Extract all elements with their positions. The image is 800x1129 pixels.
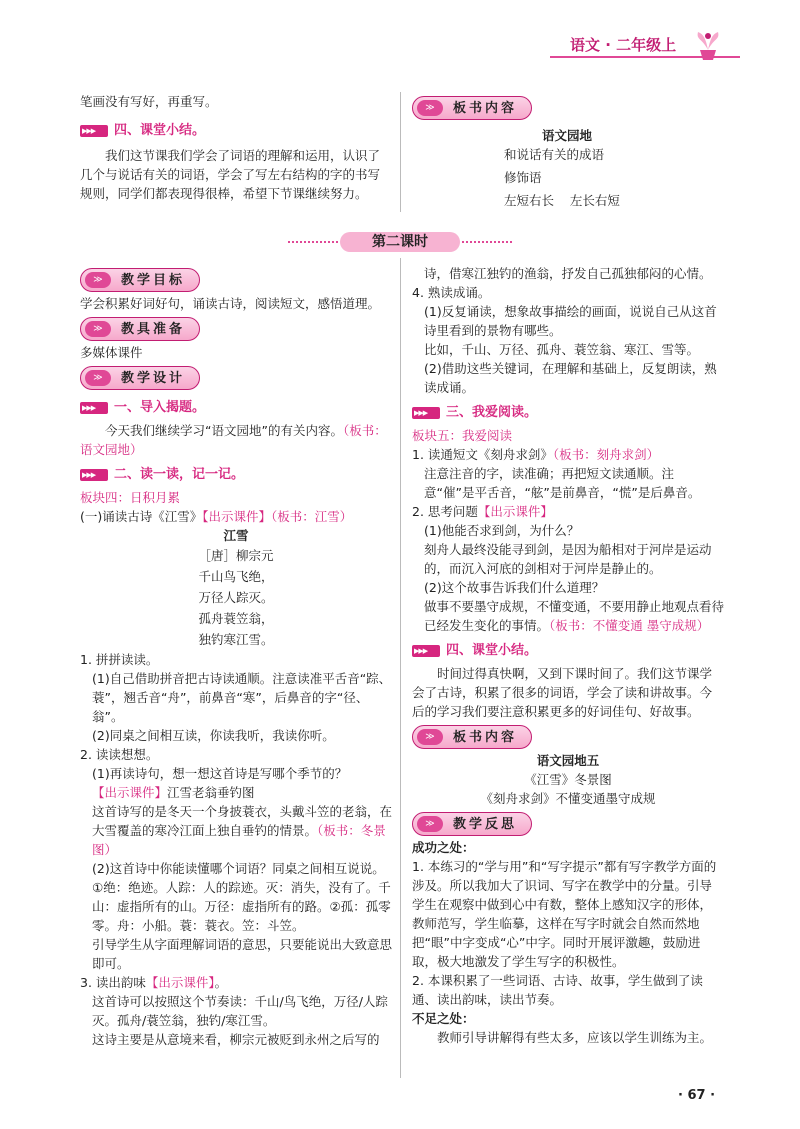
board-line: 和说话有关的成语 — [504, 147, 605, 162]
step-text: 这诗主要是从意境来看，柳宗元被贬到永州之后写的 — [92, 1032, 380, 1047]
step-text: 做事不要墨守成规，不懂变通，不要用静止地观点看待已经发生变化的事情。（板书：不懂变通 墨守成规） — [424, 599, 725, 633]
poem-title: 江雪 — [223, 528, 249, 543]
banner-board-content: ≫ 板书内容 — [412, 96, 532, 120]
section-heading: ▶▶▶ 四、课堂小结。 — [412, 641, 724, 660]
banner-teaching-tools: ≫ 教具准备 — [80, 317, 200, 341]
banner-board-content: ≫ 板书内容 — [412, 725, 532, 749]
board-line: 左短右长 左长右短 — [504, 193, 620, 208]
header-title: 语文 · 二年级上 — [570, 36, 677, 54]
arrow-icon — [412, 407, 440, 419]
banner-teaching-goal: ≫ 教学目标 — [80, 268, 200, 292]
board-line: 《江雪》冬景图 — [524, 772, 612, 787]
step-heading: 1. 读通短文《刻舟求剑》（板书：刻舟求剑） — [412, 447, 660, 462]
step-text: (2)这首诗中你能读懂哪个词语？同桌之间相互说说。 — [92, 861, 385, 876]
board-line: 《刻舟求剑》不懂变通墨守成规 — [480, 791, 656, 806]
summary-paragraph: 时间过得真快啊，又到下课时间了。我们这节课学会了古诗，积累了很多的词语，学会了读和讲故事。今后的学习我们要注意积累更多的好词佳句、好故事。 — [412, 666, 713, 719]
step-text: ①绝：绝迹。人踪：人的踪迹。灭：消失，没有了。千山：虚指所有的山。万径：虚指所有的路。②孤：孤零零。舟：小船。蓑：蓑衣。笠：斗笠。 — [92, 880, 391, 933]
poem-line: 孤舟蓑笠翁， — [198, 611, 274, 626]
step-heading: 2. 读读想想。 — [80, 747, 159, 762]
dotted-ornament — [462, 241, 512, 246]
block-label: 板块四：日积月累 — [80, 490, 181, 505]
step-text: (1)反复诵读，想象故事描绘的画面，说说自己从这首诗里看到的景物有哪些。 — [424, 304, 717, 338]
poem-line: 万径人踪灭。 — [198, 590, 274, 605]
step-text: (2)同桌之间相互读，你读我听，我读你听。 — [92, 728, 335, 743]
left-top-column — [80, 92, 390, 203]
step-heading: 4. 熟读成诵。 — [412, 285, 491, 300]
banner-badge-icon: ≫ — [417, 729, 443, 745]
success-heading: 成功之处： — [412, 840, 475, 855]
poem-line: 千山鸟飞绝， — [198, 569, 274, 584]
step-heading: 2. 思考问题【出示课件】 — [412, 504, 553, 519]
step-text: (2)这个故事告诉我们什么道理？ — [424, 580, 605, 595]
dotted-ornament — [288, 241, 338, 246]
step-text: 诗，借寒江独钓的渔翁，抒发自己孤独郁闷的心情。 — [424, 266, 712, 281]
banner-badge-icon: ≫ — [85, 272, 111, 288]
arrow-icon — [412, 645, 440, 657]
left-column — [80, 264, 392, 1049]
page-number: · 67 · — [678, 1088, 716, 1103]
goal-text: 学会积累好词好句，诵读古诗，阅读短文，感悟道理。 — [80, 296, 381, 311]
reflection-text: 教师引导讲解得有些太多，应该以学生训练为主。 — [437, 1030, 713, 1045]
poem-line: 独钓寒江雪。 — [198, 632, 274, 647]
reflection-text: 2. 本课积累了一些词语、古诗、故事，学生做到了读通、读出韵味，读出节奏。 — [412, 973, 703, 1007]
step-heading: 3. 读出韵味【出示课件】。 — [80, 975, 228, 990]
step-text: 这首诗可以按照这个节奏读：千山/鸟飞绝，万径/人踪灭。孤舟/蓑笠翁，独钓/寒江雪。 — [92, 994, 388, 1028]
lesson-title: 第二课时 — [340, 232, 460, 252]
text-line: 笔画没有写好，再重写。 — [80, 94, 218, 109]
arrow-icon — [80, 469, 108, 481]
step-text: (1)他能否求到剑，为什么？ — [424, 523, 580, 538]
step-text: 【出示课件】江雪老翁垂钓图 — [92, 785, 255, 800]
banner-badge-icon: ≫ — [417, 100, 443, 116]
right-column — [412, 264, 724, 1047]
step-text: 比如，千山、万径、孤舟、蓑笠翁、寒江、雪等。 — [424, 342, 700, 357]
step-text: (2)借助这些关键词，在理解和基础上，反复朗读，熟读成诵。 — [424, 361, 717, 395]
section-heading: ▶▶▶ 三、我爱阅读。 — [412, 403, 724, 422]
section-heading: ▶▶▶ 四、课堂小结。 — [80, 121, 390, 140]
board-title: 语文园地五 — [536, 753, 600, 768]
board-line: 修饰语 — [504, 170, 542, 185]
banner-teaching-design: ≫ 教学设计 — [80, 366, 200, 390]
banner-teaching-reflection: ≫ 教学反思 — [412, 812, 532, 836]
right-top-column — [412, 92, 722, 210]
poem-author: ［唐］柳宗元 — [198, 548, 274, 563]
step-text: 注意注音的字，读准确；再把短文读通顺。注意“催”是平舌音，“舷”是前鼻音，“慌”是后鼻音。 — [424, 466, 701, 500]
step-text: (1)再读诗句，想一想这首诗是写哪个季节的？ — [92, 766, 348, 781]
poem-intro: (一)诵读古诗《江雪》【出示课件】（板书：江雪） — [80, 509, 353, 524]
block-label: 板块五：我爱阅读 — [412, 428, 513, 443]
step-heading: 1. 拼拼读读。 — [80, 652, 159, 667]
section-heading: ▶▶▶ 二、读一读，记一记。 — [80, 465, 392, 484]
banner-badge-icon: ≫ — [85, 370, 111, 386]
tools-text: 多媒体课件 — [80, 345, 143, 360]
step-text: (1)自己借助拼音把古诗读通顺。注意读准平舌音“踪、蓑”，翘舌音“舟”，前鼻音“寒”，后鼻音的字“径、翁”。 — [92, 671, 392, 724]
reflection-text: 1. 本练习的“学与用”和“写字提示”都有写字教学方面的涉及。所以我加大了识词、写字在教学中的分量。引导学生在观察中做到心中有数，整体上感知汉字的形体，教师范写，学生临摹，这样在写字时就会自然而然地把“眼”中字变成“心”中字。同时开展评激趣，鼓励进取，极大地激发了学生写字的积极性。 — [412, 859, 717, 969]
column-divider — [400, 92, 401, 212]
summary-paragraph: 我们这节课我们学会了词语的理解和运用，认识了几个与说话有关的词语，学会了写左右结构的字的书写规则，同学们都表现得很棒，希望下节课继续努力。 — [80, 148, 381, 201]
intro-text: 今天我们继续学习“语文园地”的有关内容。（板书：语文园地） — [80, 423, 387, 457]
section-heading: ▶▶▶ 一、导入揭题。 — [80, 398, 392, 417]
flower-pot-icon — [690, 28, 726, 64]
banner-badge-icon: ≫ — [85, 321, 111, 337]
step-text: 刻舟人最终没能寻到剑，是因为船相对于河岸是运动的，而沉入河底的剑相对于河岸是静止的。 — [424, 542, 712, 576]
shortcoming-heading: 不足之处： — [412, 1011, 475, 1026]
lesson-divider — [0, 232, 800, 252]
column-divider — [400, 258, 401, 1078]
banner-badge-icon: ≫ — [417, 816, 443, 832]
board-title: 语文园地 — [541, 128, 592, 143]
step-text: 这首诗写的是冬天一个身披蓑衣，头戴斗笠的老翁，在大雪覆盖的寒冷江面上独自垂钓的情景。（板书：冬景图） — [92, 804, 393, 857]
arrow-icon — [80, 125, 108, 137]
arrow-icon — [80, 402, 108, 414]
step-text: 引导学生从字面理解词语的意思，只要能说出大致意思即可。 — [92, 937, 393, 971]
